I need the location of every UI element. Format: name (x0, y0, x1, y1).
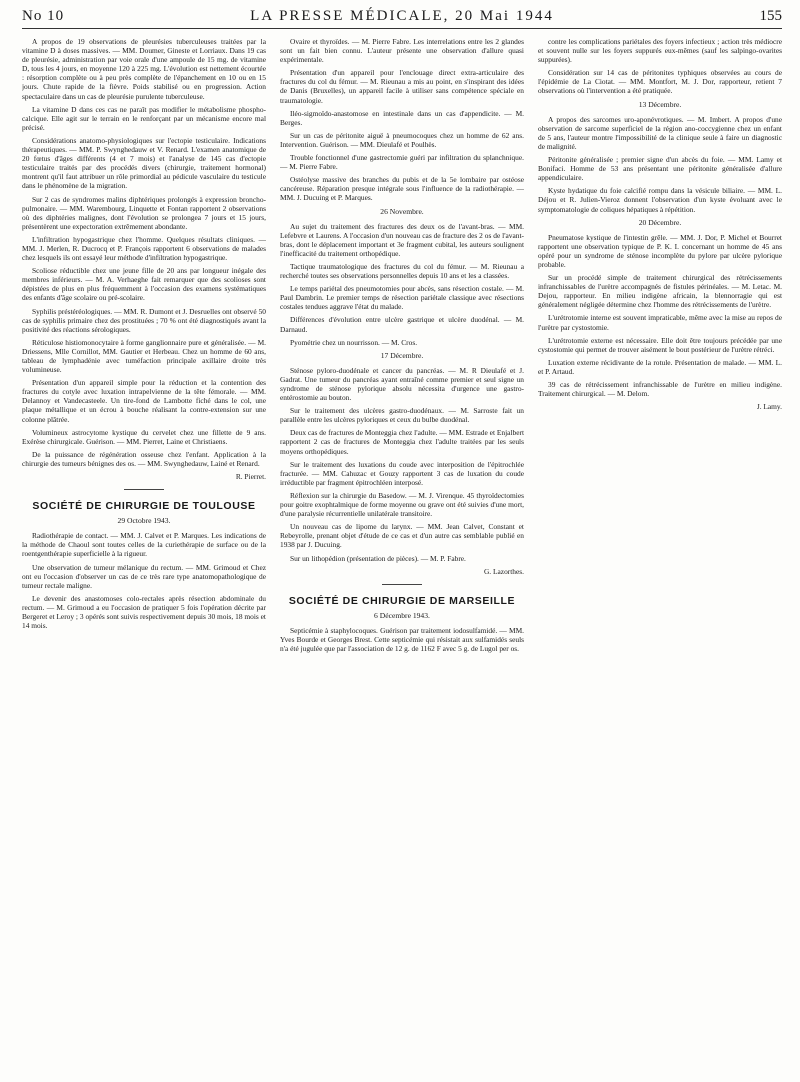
article-pancreas: Sténose pyloro-duodénale et cancer du pancréas. — M. R Dieulafé et J. Gadrat. Une tumeur du pancréas ayant entraîné comme premier et seul signe un syndrome de sténose pylorique absolu nécessita d'urgence une gastro-entérostomie au bouton. (280, 365, 524, 403)
article-pyometra: Pyométrie chez un nourrisson. — M. Cros. (290, 337, 418, 347)
column-1 (22, 37, 266, 1072)
date-december: 17 Décembre. (380, 350, 424, 360)
article-liver-abscess: Péritonite généralisée ; premier signe d'un abcès du foie. — MM. Lamy et Bonifaci. Homme de 53 ans présentant une péritonite généralisée d'allure appendiculaire. (538, 155, 782, 183)
section-divider (382, 584, 422, 585)
article-ileo-sigmoid: Iléo-sigmoïdo-anastomose en intestinale dans un cas d'appendicite. — M. Berges. (280, 108, 524, 127)
article-astrocytoma: Volumineux astrocytome kystique du cervelet chez une fillette de 9 ans. Exérèse chirurgicale. Guérison. — MM. Pierret, Laine et Christiaens. (22, 427, 266, 446)
article-femur-apparatus: Présentation d'un appareil pour l'enclouage direct extra-articulaire des fractures du col du fémur. — M. Rieunau a mis au point, en s'inspirant des idées de Danis (Bruxelles), un appareil facile à utiliser sans compétence spéciale en traumatologie. (280, 68, 524, 105)
signature-pierret: R. Pierret. (235, 472, 266, 482)
article-pleurisies-cont: La vitamine D dans ces cas ne paraît pas modifier le métabolisme phospho-calcique. Elle agit sur le terrain en le renforçant par un mécanisme encore mal précisé. (22, 104, 266, 132)
date-december-20: 20 Décembre. (638, 217, 682, 227)
article-hydatid: Kyste hydatique du foie calcifié rompu dans la vésicule biliaire. — MM. L. Déjou et R. Julien-Vieroz donnent l'observation d'un kyste évoluant avec le symptomatologie de coliques hépatiques à répétition. (538, 186, 782, 214)
article-gastro-ulcers: Sur le traitement des ulcères gastro-duodénaux. — M. Sarroste fait un parallèle entre les ulcères pyloriques et ceux du bulbe duodénal. (280, 406, 524, 425)
columns (22, 37, 782, 1072)
article-elbow: Sur le traitement des luxations du coude avec interposition de l'épitrochlée fracturée. — MM. Cahuzac et Gouzy rapportent 3 cas de luxation du coude irréductible par fragment épitrochléen interposé. (280, 459, 524, 487)
article-infiltration: L'infiltration hypogastrique chez l'homme. Quelques résultats cliniques. — MM. J. Merlen, R. Ducrocq et P. François rapportent 6 observations de malades chez lesquels ils ont essayé leur méthode d'infiltration hypogastrique. (22, 234, 266, 263)
article-femur-tactics: Tactique traumatologique des fractures du col du fémur. — M. Rieunau a recherché toutes ses observations personnelles depuis 10 ans et les a classées. (280, 261, 524, 281)
article-complications: contre les complications pariétales des foyers infectieux ; action très médiocre et souvent nulle sur les foyers suppurés eux-mêmes (sauf les salpingo-ovarites suppurées). (538, 37, 782, 65)
article-urethrotomy-internal: L'urétrotomie interne est souvent impraticable, même avec la mise au repos de l'urètre par cystostomie. (538, 313, 782, 332)
article-osteolysis: Ostéolyse massive des branches du pubis et de la 5e lombaire par ostéose cancéreuse. Réparation presque intégrale sous l'influence de la radiothérapie. — MM. J. Ducuing et P. Marques. (280, 175, 524, 203)
article-diphtheria: Sur 2 cas de syndromes malins diphtériques prolongés à expression broncho-pulmonaire. — MM. Warembourg, Linquette et Fontan rapportent 2 observations où des diphtéries malignes, dont l'évolution se prolongea 7 jours et 15 jours, présentèrent une expectoration extrêmement abondante. (22, 194, 266, 231)
article-ulcer: Différences d'évolution entre ulcère gastrique et ulcère duodénal. — M. Darnaud. (280, 315, 524, 334)
article-scoliosis: Scoliose réductible chez une jeune fille de 20 ans par longueur inégale des membres inférieurs. — M. A. Verhaeghe fait remarquer que des scolioses sont dépistées de plus en plus fréquemment à l'occasion des examens systématiques des enfants d'âge scolaire ou pré-scolaire. (22, 266, 266, 303)
column-3 (538, 37, 782, 1072)
article-urethral-stricture: Sur un procédé simple de traitement chirurgical des rétrécissements infranchissables de l'urètre accompagnés de fistules périnéales. — M. Letac. M. Dejou, rapporteur. En milieu indigène africain, la blennorragie qui est généralement négligée détermine chez l'homme des rétrécissements de l'urètre. (538, 273, 782, 310)
article-anastomoses: Le devenir des anastomoses colo-rectales après résection abdominale du rectum. — M. Grimoud a eu l'occasion de pratiquer 5 fois l'opération décrite par Bergeret et Leroy ; 3 opérés sont suivis respectivement depuis 30 mois, 18 mois et 14 mois. (22, 593, 266, 631)
article-patella: Luxation externe récidivante de la rotule. Présentation de malade. — MM. L. et P. Artaud. (538, 357, 782, 376)
article-basedow: Réflexion sur la chirurgie du Basedow. — M. J. Virenque. 45 thyroïdectomies pour goitre exophtalmique de forme moyenne ou grave ont été suivies d'une mort, d'une paralysie récurrentielle unilatérale transitoire. (280, 490, 524, 519)
article-lipoma: Un nouveau cas de lipome du larynx. — MM. Jean Calvet, Constant et Rebeyrolle, prenant objet d'étude de ce cas et d'un autre cas semblable publié en 1938 par J. Ducuing. (280, 522, 524, 550)
date-toulouse: 29 Octobre 1943. (117, 516, 171, 526)
date-marseille: 6 Décembre 1943. (374, 610, 430, 620)
date-december-13: 13 Décembre. (638, 99, 682, 109)
signature-lazorthes: G. Lazorthes. (483, 566, 524, 576)
article-pleurisies: A propos de 19 observations de pleurésies tuberculeuses traitées par la vitamine D à doses massives. — MM. Doumer, Gineste et Lorriaux. Dans 19 cas de pleurésie, administration par voie orale d'une ampoule de 15 mg. de vitamine D, tous les 4 jours, en moyenne 120 à 225 mg. L'évolution est nettement écourtée : résorption complète ou à peu près complète de l'épanchement en 10 ou en 15 jours. Chute rapide de la fièvre. Poids stabilisé ou en progression. Action spectaculaire dans un cas de pleurésie purulente tuberculeuse. (22, 37, 266, 101)
section-heading-marseille: SOCIÉTÉ DE CHIRURGIE DE MARSEILLE (288, 594, 516, 607)
article-reticulosis: Réticulose histiomonocytaire à forme ganglionnaire pure et généralisée. — M. Driessens, Mlle Cornillot, MM. Gautier et Herbeau. Chez un homme de 60 ans, tableau de lymphadénie avec tuméfaction principale axillaire droite très volumineuse. (22, 337, 266, 375)
page-number: 155 (759, 8, 782, 24)
publication-title: LA PRESSE MÉDICALE, 20 Mai 1944 (250, 8, 554, 24)
article-melanoma: Une observation de tumeur mélanique du rectum. — MM. Grimoud et Chez ont eu l'occasion d'observer un cas de ce très rare type anatomopathologique de tumeur rectale maligne. (22, 562, 266, 590)
article-forearm: Au sujet du traitement des fractures des deux os de l'avant-bras. — MM. Lefebvre et Laurens. A l'occasion d'un nouveau cas de fracture des 2 os de l'avant-bras, dont le déplacement important et 3e fragment cubital, les auteurs soulignent l'inefficacité du traitement orthopédique. (280, 221, 524, 258)
article-ovary: Ovaire et thyroïdes. — M. Pierre Fabre. Les interrelations entre les 2 glandes sont un fait bien connu. L'auteur présente une observation d'allure quasi expérimentale. (280, 37, 524, 65)
article-gastrectomy: Trouble fonctionnel d'une gastrectomie guéri par infiltration du splanchnique. — M. Pierre Fabre. (280, 153, 524, 172)
article-sarcoma: A propos des sarcomes uro-aponévrotiques. — M. Imbert. A propos d'une observation de sarcome superficiel de la région ano-coccygienne chez un enfant de 5 ans, l'auteur montre l'impossibilité de la clinique seule à faire un diagnostic de malignité. (538, 114, 782, 151)
article-bone-regeneration: De la puissance de régénération osseuse chez l'enfant. Application à la chirurgie des tumeurs bénignes des os. — MM. Swynghedauw, Lainé et Renard. (22, 449, 266, 468)
page-header (22, 8, 782, 29)
article-pneumotomy: Le temps pariétal des pneumotomies pour abcès, sans résection costale. — M. Paul Dambrin. Le premier temps de résection pariétale classique avec résections costales tendues aggrave l'état du malade. (280, 284, 524, 312)
article-syphilis: Syphilis préstéréologiques. — MM. R. Dumont et J. Desruelles ont observé 50 cas de syphilis primaire chez des prostituées ; 70 % ont été diagnostiqués avant la positivité des réactions sérologiques. (22, 306, 266, 334)
article-peritonitis: Sur un cas de péritonite aiguë à pneumocoques chez un homme de 62 ans. Intervention. Guérison. — MM. Dieulafé et Poulhès. (280, 130, 524, 149)
date-november: 26 Novembre. (380, 206, 424, 216)
article-ectopia: Considérations anatomo-physiologiques sur l'ectopie testiculaire. Indications thérapeutiques. — MM. P. Swynghedauw et V. Renard. L'examen anatomique de 20 fœtus d'âges différents (4 et 7 mois) et l'analyse de 145 cas d'ectopie testiculaire traités par des procédés divers (chirurgie, traitement hormonal) montrent qu'il faut attribuer un rôle primordial au pédicule vasculaire du testicule dans le phénomène de la migration. (22, 135, 266, 191)
article-radiotherapy: Radiothérapie de contact. — MM. J. Calvet et P. Marques. Les indications de la méthode de Chaoul sont toutes celles de la curiethérapie de surface ou de la roentgenthérapie superficielle à la rigueur. (22, 531, 266, 559)
article-monteggia: Deux cas de fractures de Monteggia chez l'adulte. — MM. Estrade et Enjalbert rapportent 2 cas de fractures de Monteggia chez l'adulte traitées par les seuls moyens orthopédiques. (280, 428, 524, 456)
article-39-cases: 39 cas de rétrécissement infranchissable de l'urètre en milieu indigène. Traitement chirurgical. — M. Delom. (538, 380, 782, 399)
article-lithopedion: Sur un lithopédion (présentation de pièces). — M. P. Fabre. (290, 553, 466, 563)
issue-number: No 10 (22, 8, 65, 24)
article-urethrotomy-external: L'urétrotomie externe est nécessaire. Elle doit être toujours précédée par une cystostomie qui permet de trouver aisément le bout postérieur de l'urètre rétréci. (538, 335, 782, 354)
article-pneumatosis: Pneumatose kystique de l'intestin grêle. — MM. J. Dor, P. Michel et Bourret rapportent une observation typique de P. K. I. concernant un homme de 45 ans opéré pour un syndrome de sténose incomplète du pylore par ulcère pylorique probable. (538, 232, 782, 269)
signature-lamy: J. Lamy. (756, 402, 782, 412)
article-cotyle: Présentation d'un appareil simple pour la réduction et la contention des fractures du cotyle avec luxation intrapelvienne de la tête fémorale. — MM. Delannoy et Vandecasteele. Un tire-fond de Lambotte fiché dans le col, une plaque métallique et un écrou à bouche réalisant la contre-extension sur une colonne plâtrée. (22, 378, 266, 424)
article-typhoid-peritonitis: Considération sur 14 cas de péritonites typhiques observées au cours de l'épidémie de La Ciotat. — MM. Montfort, M. J. Dor, rapporteur, retient 7 observations où l'intervention a été pratiquée. (538, 68, 782, 96)
article-septicemia: Septicémie à staphylocoques. Guérison par traitement iodosulfamidé. — MM. Yves Bourde et Georges Brest. Cette septicémie qui résistait aux sulfamidés seuls n'a été jugulée que par l'association de 12 g. de 1162 F avec 5 g. de Lugol per os. (280, 625, 524, 653)
column-2 (280, 37, 524, 1072)
section-heading-toulouse: SOCIÉTÉ DE CHIRURGIE DE TOULOUSE (32, 500, 256, 513)
section-divider (124, 489, 164, 490)
